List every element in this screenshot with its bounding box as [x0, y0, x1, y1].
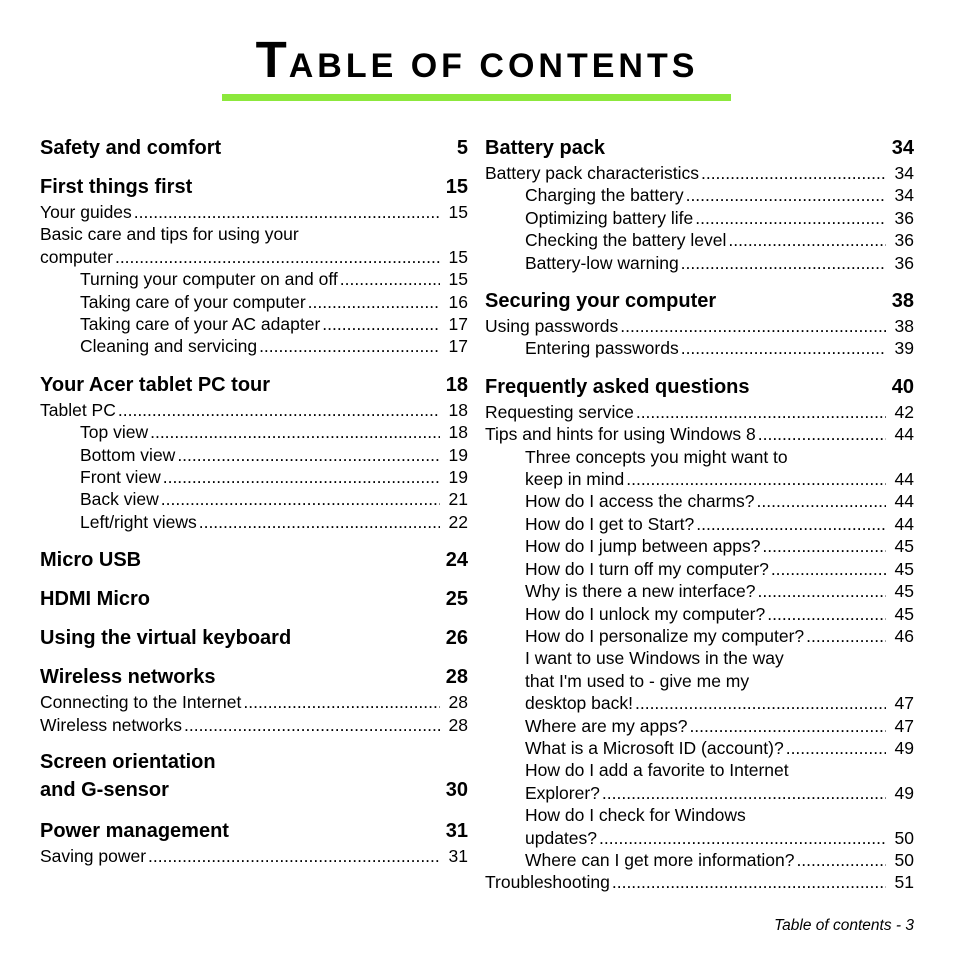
entry-title: computer — [40, 246, 113, 267]
entry-page: 16 — [448, 291, 468, 312]
leader-dots — [686, 184, 886, 206]
entry-page: 50 — [894, 849, 914, 870]
entry-page: 44 — [894, 513, 914, 534]
entry-title: updates? — [525, 827, 598, 848]
entry-page: 39 — [894, 338, 914, 359]
entry-title: Battery-low warning — [525, 252, 679, 273]
entry-title: How do I unlock my computer? — [525, 603, 766, 624]
entry-page: 45 — [894, 536, 914, 557]
leader-dots — [308, 291, 440, 313]
toc-entry[interactable] — [40, 268, 468, 290]
entry-title: Tips and hints for using Windows 8 — [485, 424, 756, 445]
entry-page: 36 — [894, 207, 914, 228]
leader-dots — [243, 691, 440, 713]
entry-title: Checking the battery level — [525, 230, 727, 251]
entry-title: Taking care of your AC adapter — [80, 314, 321, 335]
entry-page: 36 — [894, 252, 914, 273]
leader-dots — [184, 714, 440, 736]
leader-dots — [771, 558, 886, 580]
toc-entry[interactable] — [40, 845, 468, 867]
toc-section-power[interactable] — [40, 819, 468, 843]
toc-entry[interactable] — [485, 513, 914, 535]
toc-entry-line[interactable]: How do I add a favorite to Internet — [525, 760, 789, 781]
entry-page: 17 — [448, 314, 468, 335]
entry-page: 45 — [894, 581, 914, 602]
toc-entry[interactable] — [485, 162, 914, 184]
section-page: 31 — [445, 820, 468, 843]
section-page: 28 — [445, 666, 468, 689]
entry-title: Back view — [80, 489, 159, 510]
leader-dots — [696, 513, 886, 535]
leader-dots — [626, 468, 886, 490]
section-title: Power management — [40, 820, 229, 843]
leader-dots — [796, 849, 886, 871]
section-page: 15 — [445, 176, 468, 198]
toc-section-virtual-keyboard[interactable] — [40, 626, 468, 650]
toc-section-tablet-tour[interactable] — [40, 373, 468, 397]
leader-dots — [150, 421, 440, 443]
toc-entry[interactable] — [40, 714, 468, 736]
leader-dots — [161, 488, 440, 510]
toc-entry[interactable] — [485, 603, 914, 625]
entry-page: 38 — [894, 316, 914, 337]
toc-entry[interactable] — [40, 335, 468, 357]
leader-dots — [728, 229, 886, 251]
entry-title: Where can I get more information? — [525, 849, 795, 870]
section-title: Wireless networks — [40, 666, 216, 689]
entry-page: 47 — [894, 693, 914, 714]
leader-dots — [118, 399, 440, 421]
entry-page: 15 — [448, 202, 468, 222]
entry-page: 47 — [894, 715, 914, 736]
section-title: Micro USB — [40, 549, 142, 572]
toc-entry[interactable] — [40, 399, 468, 421]
section-title: Securing your computer — [485, 290, 717, 313]
toc-entry[interactable] — [40, 246, 468, 268]
entry-page: 19 — [448, 467, 468, 488]
entry-page: 15 — [448, 269, 468, 290]
toc-entry[interactable] — [485, 625, 914, 647]
leader-dots — [681, 252, 886, 274]
toc-entry[interactable] — [485, 315, 914, 337]
entry-title: How do I turn off my computer? — [525, 558, 769, 579]
section-page: 25 — [445, 588, 468, 611]
toc-section-faq[interactable] — [485, 375, 914, 399]
leader-dots — [599, 827, 886, 849]
leader-dots — [177, 444, 440, 466]
toc-entry[interactable] — [485, 184, 914, 206]
toc-entry[interactable] — [40, 691, 468, 713]
toc-entry[interactable] — [40, 201, 468, 223]
section-title: Safety and comfort — [40, 137, 222, 159]
section-title: First things first — [40, 176, 193, 198]
leader-dots — [681, 337, 886, 359]
entry-page: 18 — [448, 399, 468, 420]
section-page: 24 — [445, 549, 468, 572]
entry-page: 21 — [448, 489, 468, 510]
entry-title: Troubleshooting — [485, 872, 610, 893]
entry-title: How do I get to Start? — [525, 513, 695, 534]
entry-title: Requesting service — [485, 401, 634, 422]
toc-entry[interactable] — [485, 849, 914, 871]
entry-page: 34 — [894, 185, 914, 206]
entry-page: 42 — [894, 401, 914, 422]
toc-entry[interactable] — [485, 782, 914, 804]
entry-title: keep in mind — [525, 469, 625, 490]
toc-entry-line[interactable]: I want to use Windows in the way — [525, 648, 784, 669]
toc-entry[interactable] — [40, 466, 468, 488]
section-page: 18 — [445, 373, 468, 396]
toc-entry[interactable] — [40, 444, 468, 466]
toc-entry[interactable] — [485, 558, 914, 580]
entry-page: 28 — [448, 714, 468, 735]
section-page: 30 — [445, 779, 468, 802]
entry-title: How do I access the charms? — [525, 491, 755, 512]
leader-dots — [689, 715, 886, 737]
toc-entry[interactable] — [485, 715, 914, 737]
toc-entry[interactable] — [485, 468, 914, 490]
leader-dots — [767, 603, 886, 625]
entry-title: Where are my apps? — [525, 715, 688, 736]
toc-entry[interactable] — [40, 291, 468, 313]
leader-dots — [757, 490, 886, 512]
leader-dots — [322, 313, 440, 335]
page-footer: Table of contents - 3 — [774, 917, 914, 934]
entry-page: 36 — [894, 230, 914, 251]
entry-page: 45 — [894, 558, 914, 579]
toc-entry-line[interactable]: Basic care and tips for using your — [40, 224, 299, 245]
leader-dots — [199, 511, 440, 533]
section-title: and G-sensor — [40, 779, 169, 802]
entry-page: 19 — [448, 444, 468, 465]
entry-title: Taking care of your computer — [80, 291, 306, 312]
section-page: 26 — [445, 627, 468, 650]
toc-entry-line[interactable]: How do I check for Windows — [525, 805, 746, 826]
entry-title: Explorer? — [525, 782, 600, 803]
toc-section-wireless[interactable] — [40, 665, 468, 689]
leader-dots — [758, 423, 886, 445]
entry-title: Tablet PC — [40, 399, 116, 420]
toc-entry-line[interactable]: that I'm used to - give me my — [525, 670, 750, 691]
toc-entry[interactable] — [40, 488, 468, 510]
entry-title: Why is there a new interface? — [525, 581, 756, 602]
entry-title: Using passwords — [485, 316, 619, 337]
toc-entry[interactable] — [485, 692, 914, 714]
toc-section-battery[interactable] — [485, 136, 914, 160]
toc-entry[interactable] — [485, 580, 914, 602]
entry-page: 22 — [448, 511, 468, 532]
section-title: Your Acer tablet PC tour — [40, 373, 271, 396]
toc-section-safety[interactable] — [40, 136, 468, 160]
leader-dots — [635, 692, 886, 714]
entry-title: Entering passwords — [525, 338, 679, 359]
leader-dots — [701, 162, 886, 184]
leader-dots — [134, 201, 440, 223]
entry-title: Saving power — [40, 846, 147, 867]
entry-page: 17 — [448, 336, 468, 357]
entry-title: Front view — [80, 467, 161, 488]
section-title: Using the virtual keyboard — [40, 627, 292, 650]
entry-title: How do I jump between apps? — [525, 536, 761, 557]
entry-page: 45 — [894, 603, 914, 624]
entry-title: What is a Microsoft ID (account)? — [525, 737, 784, 758]
entry-title: Charging the battery — [525, 185, 684, 206]
entry-page: 51 — [894, 872, 914, 893]
leader-dots — [115, 246, 440, 268]
leader-dots — [762, 535, 886, 557]
leader-dots — [806, 625, 886, 647]
leader-dots — [620, 315, 886, 337]
entry-page: 15 — [448, 246, 468, 267]
entry-page: 44 — [894, 469, 914, 490]
section-page: 5 — [456, 137, 468, 159]
entry-page: 49 — [894, 737, 914, 758]
entry-page: 18 — [448, 422, 468, 443]
toc-entry[interactable] — [485, 535, 914, 557]
leader-dots — [636, 401, 886, 423]
entry-title: How do I personalize my computer? — [525, 625, 805, 646]
entry-page: 28 — [448, 692, 468, 713]
title-rest: ABLE OF CONTENTS — [288, 47, 699, 85]
entry-page: 49 — [894, 782, 914, 803]
toc-entry[interactable] — [40, 421, 468, 443]
toc-section-g-sensor[interactable] — [40, 776, 468, 804]
entry-page: 44 — [894, 424, 914, 445]
toc-entry[interactable] — [485, 490, 914, 512]
toc-entry[interactable] — [485, 737, 914, 759]
leader-dots — [612, 871, 886, 893]
toc-entry[interactable] — [485, 871, 914, 893]
toc-entry-line[interactable]: Three concepts you might want to — [525, 446, 788, 467]
entry-page: 50 — [894, 827, 914, 848]
toc-entry[interactable] — [485, 827, 914, 849]
entry-page: 44 — [894, 491, 914, 512]
leader-dots — [163, 466, 440, 488]
title-initial: T — [255, 31, 289, 88]
toc-right-column — [485, 133, 914, 894]
page-title — [0, 30, 954, 89]
toc-section-micro-usb[interactable] — [40, 548, 468, 572]
entry-title: Top view — [80, 422, 149, 443]
entry-page: 34 — [894, 163, 914, 183]
entry-title: Left/right views — [80, 511, 197, 532]
toc-entry[interactable] — [40, 511, 468, 533]
toc-section-screen-orientation[interactable]: Screen orientation — [40, 751, 216, 774]
leader-dots — [602, 782, 886, 804]
leader-dots — [758, 580, 886, 602]
section-page: 40 — [891, 375, 914, 398]
section-page: 38 — [891, 290, 914, 313]
toc-entry[interactable] — [485, 423, 914, 445]
entry-title: Battery pack characteristics — [485, 163, 699, 183]
toc-entry[interactable] — [485, 229, 914, 251]
entry-title: Bottom view — [80, 444, 176, 465]
section-title: HDMI Micro — [40, 588, 150, 611]
entry-page: 46 — [894, 625, 914, 646]
toc-left-column — [40, 133, 468, 868]
entry-title: Optimizing battery life — [525, 207, 694, 228]
section-title: Battery pack — [485, 137, 606, 159]
toc-entry[interactable] — [485, 401, 914, 423]
toc-entry[interactable] — [485, 252, 914, 274]
leader-dots — [786, 737, 886, 759]
leader-dots — [259, 335, 440, 357]
toc-section-securing[interactable] — [485, 289, 914, 313]
section-title: Frequently asked questions — [485, 375, 750, 398]
toc-entry[interactable] — [485, 337, 914, 359]
entry-title: Wireless networks — [40, 714, 182, 735]
entry-title: Connecting to the Internet — [40, 692, 242, 713]
entry-title: desktop back! — [525, 693, 633, 714]
entry-title: Cleaning and servicing — [80, 336, 258, 357]
toc-section-first-things[interactable] — [40, 175, 468, 199]
toc-entry[interactable] — [40, 313, 468, 335]
section-page: 34 — [891, 137, 914, 159]
leader-dots — [695, 207, 886, 229]
leader-dots — [148, 845, 440, 867]
toc-entry[interactable] — [485, 207, 914, 229]
entry-title: Your guides — [40, 202, 132, 222]
entry-page: 31 — [448, 846, 468, 867]
leader-dots — [340, 268, 440, 290]
title-underline-bar — [222, 94, 731, 101]
entry-title: Turning your computer on and off — [80, 269, 338, 290]
toc-section-hdmi-micro[interactable] — [40, 587, 468, 611]
